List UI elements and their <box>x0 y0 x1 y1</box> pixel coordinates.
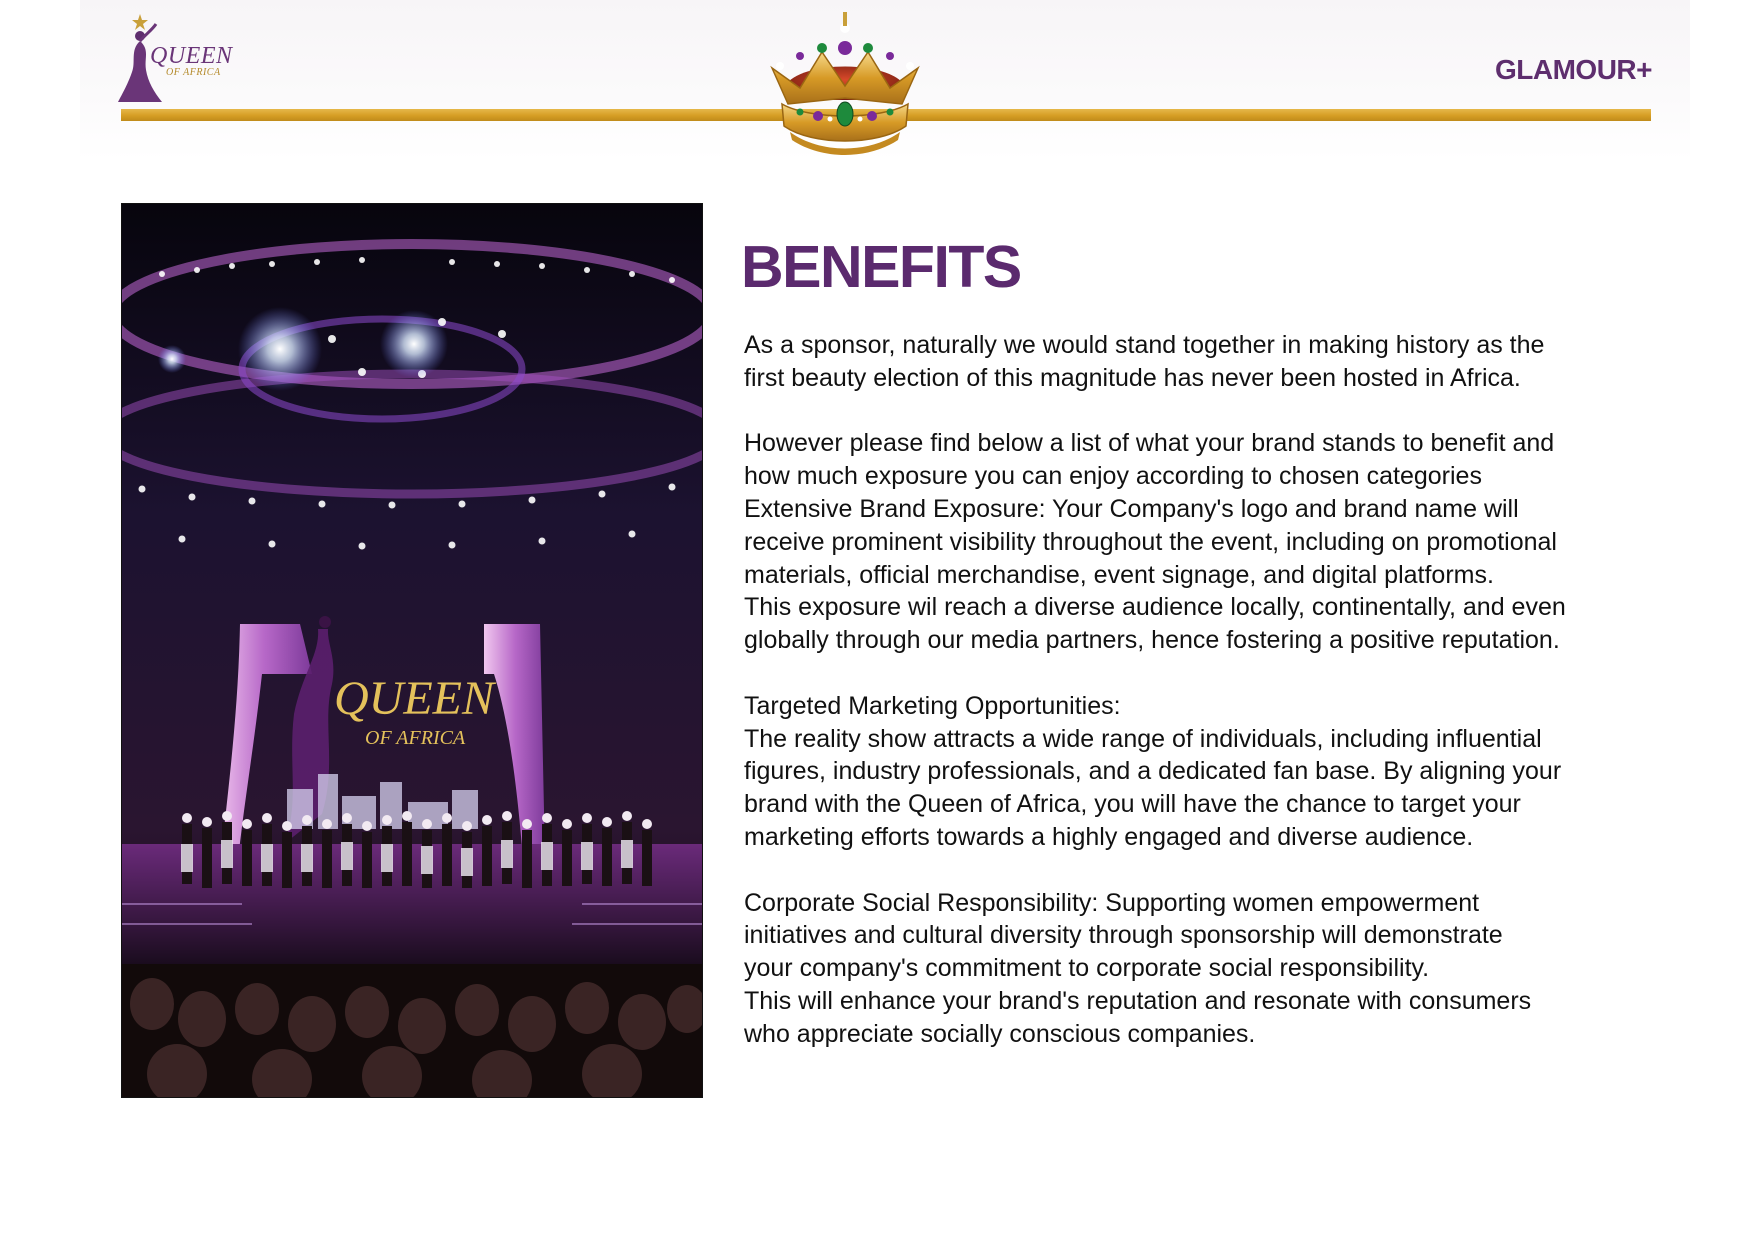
paragraph-intro: As a sponsor, naturally we would stand together in making history as the first beauty election of this magnitude has never been hosted in Africa. <box>744 331 1545 392</box>
crown-icon <box>750 8 940 160</box>
page-title: BENEFITS <box>741 234 1021 300</box>
stage-sign-queen: QUEEN <box>334 672 494 725</box>
logo-line2: OF AFRICA <box>166 67 221 78</box>
benefits-body <box>744 329 1694 1083</box>
pageant-stage-photo <box>121 203 703 1098</box>
paragraph-brand-exposure: However please find below a list of what your brand stands to benefit and how much exposure you can enjoy according to chosen categories Extensive Brand Exposure: Your Company's logo and brand name will receive prominent visibility throughout the event, including on promotional materials, official merchandise, event signage, and digital platforms. This exposure wil reach a diverse audience locally, continentally, and even globally through our media partners, hence fostering a positive reputation. <box>744 429 1566 655</box>
glamour-plus-logo: GLAMOUR+ <box>1495 54 1652 85</box>
logo-wordmark <box>150 44 233 78</box>
logo-line1: QUEEN <box>150 43 233 69</box>
paragraph-csr: Corporate Social Responsibility: Supporting women empowerment initiatives and cultural diversity through sponsorship will demonstrate your company's commitment to corporate social responsibility. This will enhance your brand's reputation and resonate with consumers who appreciate socially conscious companies. <box>744 888 1532 1048</box>
stage-sign-of-africa: OF AFRICA <box>365 727 466 749</box>
paragraph-targeted-marketing: Targeted Marketing Opportunities: The reality show attracts a wide range of individuals, including influential figures, industry professionals, and a dedicated fan base. By aligning your brand with the Queen of Africa, you will have the chance to target your marketing efforts towards a highly engaged and diverse audience. <box>744 691 1562 851</box>
